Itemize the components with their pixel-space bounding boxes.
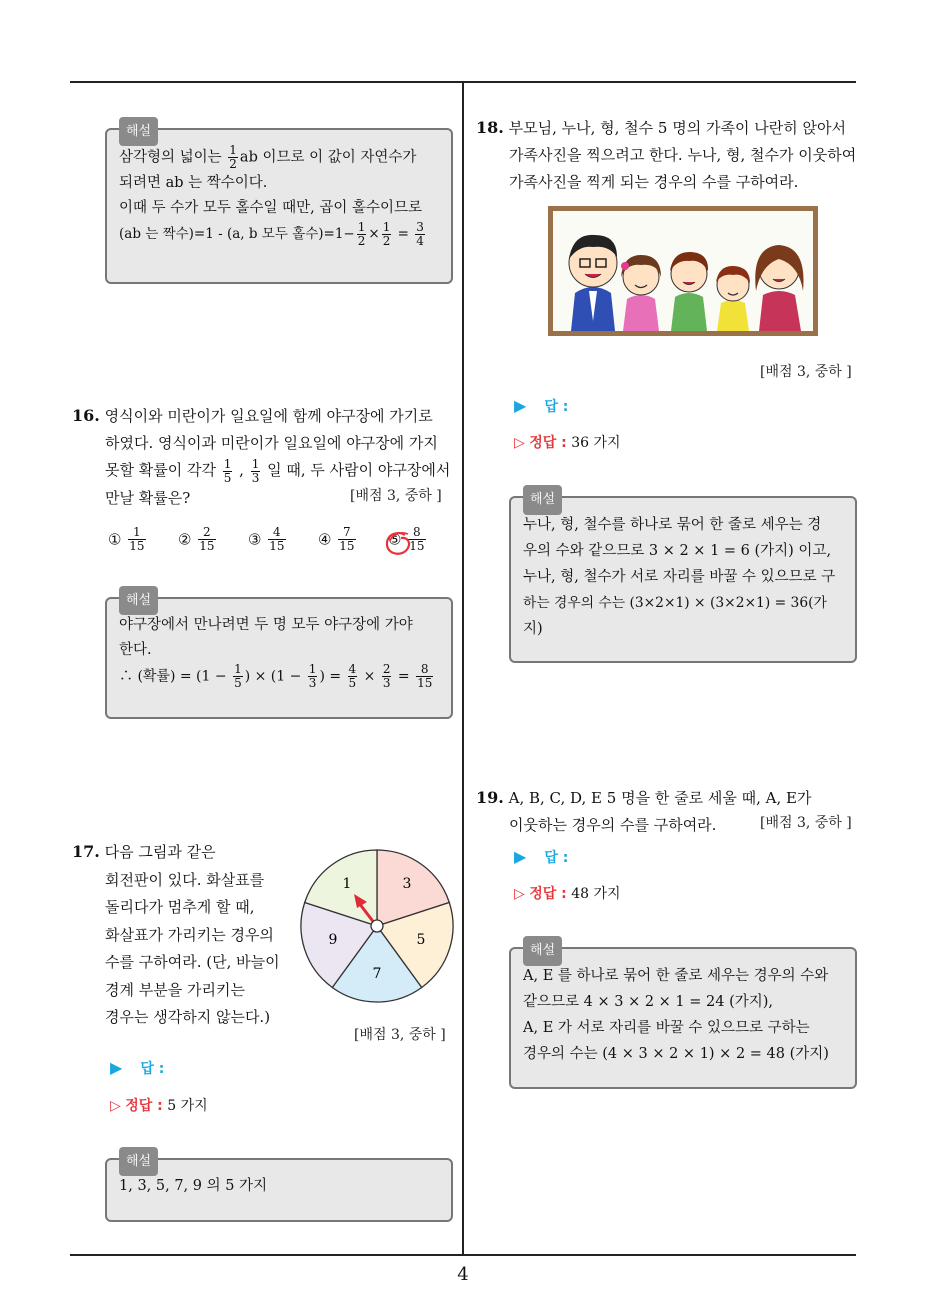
solution-tag: 해설 [119, 117, 158, 146]
solution-line: 되려면 ab 는 짝수이다. [119, 175, 268, 191]
question-16: 16. 영식이와 미란이가 일요일에 함께 야구장에 가기로 하였다. 영식이과 미란이가 일요일에 야구장에 가지 못할 확률이 각각 $\frac{1}{5}$ , $\frac{1}{3}$ 일 때, 두 사람이 야구장에서 만날 확률은? [72, 406, 451, 507]
column-divider [462, 83, 464, 1256]
solution-line: 1, 3, 5, 7, 9 의 5 가지 [119, 1178, 268, 1194]
answer-line-17: ▶ 답 : [110, 1058, 165, 1077]
solution-line: 이때 두 수가 모두 홀수일 때만, 곱이 홀수이므로 [119, 200, 423, 216]
answer-line-19: ▶ 답 : [514, 847, 569, 866]
solution-line: A, E 를 하나로 묶어 한 줄로 세우는 경우의 수와 [523, 968, 829, 984]
points-label: [배점 3, 중하 ] [760, 815, 852, 831]
wheel-label-5: 5 [416, 932, 426, 948]
triangle-right-filled-icon: ▶ [514, 396, 527, 415]
solution-line: 같으므로 4 × 3 × 2 × 1 = 24 (가지), [523, 994, 774, 1010]
triangle-right-outline-icon: ▷ [514, 435, 525, 451]
family-photo [548, 206, 818, 336]
solution-box-19 [509, 943, 857, 1089]
question-19: 19. A, B, C, D, E 5 명을 한 줄로 세울 때, A, E가 이웃하는 경우의 수를 구하여라. [476, 788, 812, 834]
question-18: 18. 부모님, 누나, 형, 철수 5 명의 가족이 나란히 앉아서 가족사진을 찍으려고 한다. 누나, 형, 철수가 이웃하여 가족사진을 찍게 되는 경우의 수를 구하여라. [476, 118, 857, 191]
question-17: 17. 다음 그림과 같은 회전판이 있다. 화살표를 돌리다가 멈추게 할 때, 화살표가 가리키는 경우의 수를 구하여라. (단, 바늘이 경계 부분을 가리키는 경우는 생각하지 않는다.) [72, 842, 280, 1026]
correct-answer-18: ▷ 정답 : 36 가지 [514, 435, 621, 451]
solution-box-18 [509, 492, 857, 663]
correct-answer-19: ▷ 정답 : 48 가지 [514, 886, 621, 902]
points-label: [배점 3, 중하 ] [350, 488, 442, 504]
choice-5[interactable]: ⑤ $\frac{8}{15}$ [388, 525, 425, 553]
points-label: [배점 3, 중하 ] [354, 1027, 446, 1043]
red-circle-mark-icon [383, 529, 413, 559]
solution-tag: 해설 [119, 586, 158, 615]
solution-box-16 [105, 593, 453, 719]
solution-tag: 해설 [523, 485, 562, 515]
question-number: 16. [72, 406, 100, 425]
choice-4[interactable]: ④ $\frac{7}{15}$ [318, 525, 355, 553]
solution-line: 우의 수와 같으므로 3 × 2 × 1 = 6 (가지) 이고, [523, 543, 832, 559]
wheel-label-9: 9 [328, 932, 338, 948]
solution-line: 하는 경우의 수는 (3×2×1) × (3×2×1) = 36(가 [523, 595, 827, 611]
answer-line-18: ▶ 답 : [514, 396, 569, 415]
wheel-label-1: 1 [342, 876, 352, 892]
solution-line: 누나, 형, 철수가 서로 자리를 바꿀 수 있으므로 구 [523, 569, 836, 585]
solution-box-17 [105, 1154, 453, 1222]
triangle-right-filled-icon: ▶ [110, 1058, 123, 1077]
bottom-rule [70, 1254, 856, 1256]
solution-line: (ab 는 짝수)=1 - (a, b 모두 홀수)=1− $\frac{1}{2}$ × $\frac{1}{2}$ = $\frac{3}{4}$ [119, 220, 424, 248]
correct-answer-17: ▷ 정답 : 5 가지 [110, 1098, 208, 1114]
solution-line: 한다. [119, 642, 152, 658]
page-number: 4 [457, 1264, 469, 1285]
question-number: 17. [72, 842, 100, 861]
family-illustration [553, 211, 813, 331]
solution-line: 야구장에서 만나려면 두 명 모두 야구장에 가야 [119, 617, 413, 633]
fraction: $\frac{1}{2}$ [229, 143, 237, 171]
solution-line: A, E 가 서로 자리를 바꿀 수 있으므로 구하는 [523, 1020, 810, 1036]
wheel-label-7: 7 [372, 966, 382, 982]
solution-box-15 [105, 124, 453, 284]
triangle-right-outline-icon: ▷ [514, 886, 525, 902]
solution-line: 지) [523, 621, 543, 637]
solution-tag: 해설 [523, 936, 562, 966]
choice-1[interactable]: ① $\frac{1}{15}$ [108, 525, 145, 553]
triangle-right-outline-icon: ▷ [110, 1098, 121, 1114]
question-number: 19. [476, 788, 504, 807]
wheel-label-3: 3 [402, 876, 412, 892]
triangle-right-filled-icon: ▶ [514, 847, 527, 866]
solution-line: ∴ (확률) = (1 − $\frac{1}{5}$ ) × (1 − $\frac{1}{3}$ ) = $\frac{4}{5}$ × $\frac{2}{3}$ = $\frac{8}{15}$ [119, 662, 433, 690]
choice-2[interactable]: ② $\frac{2}{15}$ [178, 525, 215, 553]
answer-choices [108, 526, 448, 566]
points-label: [배점 3, 중하 ] [760, 364, 852, 380]
solution-line: 삼각형의 넓이는 $\frac{1}{2}$ ab 이므로 이 값이 자연수가 [119, 143, 417, 171]
spinner-wheel [297, 846, 457, 1006]
solution-line: 누나, 형, 철수를 하나로 묶어 한 줄로 세우는 경 [523, 517, 822, 533]
question-number: 18. [476, 118, 504, 137]
solution-tag: 해설 [119, 1147, 158, 1176]
solution-line: 경우의 수는 (4 × 3 × 2 × 1) × 2 = 48 (가지) [523, 1046, 829, 1062]
choice-3[interactable]: ③ $\frac{4}{15}$ [248, 525, 285, 553]
